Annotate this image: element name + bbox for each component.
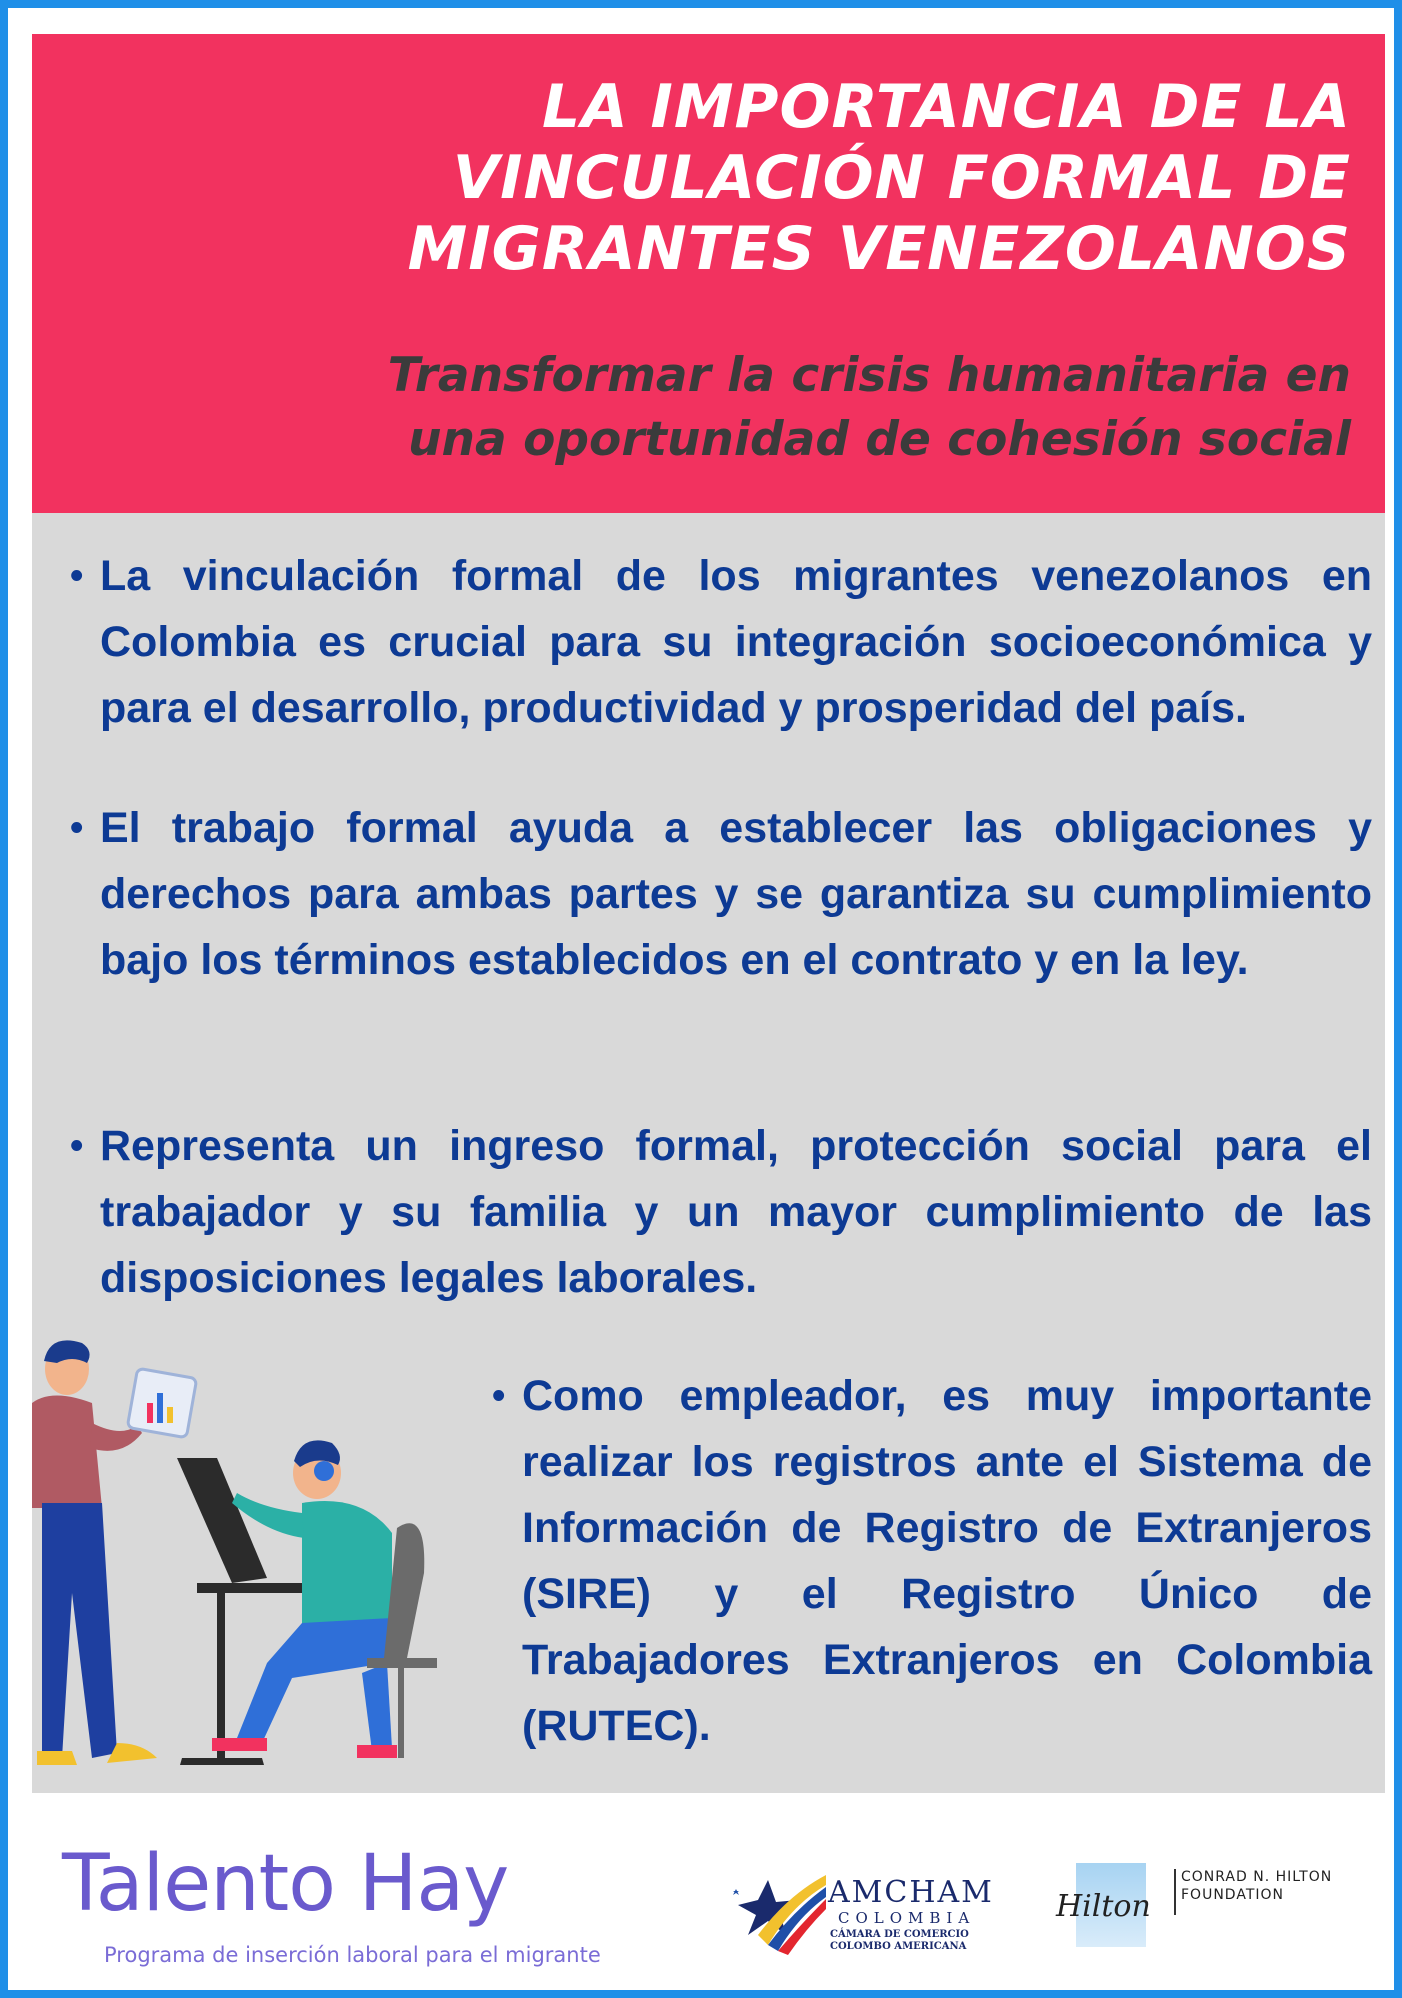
- hilton-script: Hilton: [1056, 1889, 1151, 1924]
- bullet-item-4: [492, 1363, 1372, 1759]
- subtitle-line-2: una oportunidad de cohesión social: [408, 412, 1351, 467]
- footer-logos: [8, 1793, 1402, 1998]
- hilton-line-2: FOUNDATION: [1181, 1887, 1284, 1903]
- hilton-foundation-logo: [1056, 1863, 1356, 1963]
- bullet-dot: •: [70, 555, 84, 597]
- title-line-1: LA IMPORTANCIA DE LA: [541, 72, 1351, 142]
- bullet-item-2: [70, 795, 1372, 993]
- talento-hay-logo: Talento Hay: [62, 1839, 509, 1929]
- talento-hay-tagline: Programa de inserción laboral para el migrante: [104, 1943, 601, 1967]
- amcham-name: AMCHAM: [828, 1875, 994, 1910]
- amcham-line-1: CÁMARA DE COMERCIO: [830, 1929, 969, 1940]
- bullet-dot: •: [70, 1125, 84, 1167]
- bullet-item-3: [70, 1113, 1372, 1311]
- amcham-country: COLOMBIA: [838, 1909, 976, 1927]
- amcham-line-2: COLOMBO AMERICANA: [830, 1941, 967, 1952]
- bullet-text-1: La vinculación formal de los migrantes venezolanos en Colombia es crucial para su integración socioeconómica y para el desarrollo, productividad y prosperidad del país.: [100, 552, 1372, 732]
- amcham-logo: [728, 1865, 994, 1955]
- poster-subtitle: [71, 344, 1351, 472]
- bullet-dot: •: [70, 807, 84, 849]
- office-workers-illustration: [32, 1333, 512, 1788]
- bullet-text-3: Representa un ingreso formal, protección social para el trabajador y su familia y un mayor cumplimiento de las disposiciones legales laborales.: [100, 1122, 1372, 1302]
- bullet-text-4: Como empleador, es muy importante realizar los registros ante el Sistema de Información de Registro de Extranjeros (SIRE) y el Registro Único de Trabajadores Extranjeros en Colombia (RUTEC).: [522, 1372, 1372, 1750]
- title-line-3: MIGRANTES VENEZOLANOS: [407, 214, 1351, 284]
- poster-header: [32, 34, 1385, 513]
- poster-title: [71, 72, 1351, 285]
- star-flag-logo-icon: [728, 1865, 828, 1955]
- hilton-divider: [1174, 1869, 1176, 1915]
- bullet-item-1: [70, 543, 1372, 741]
- hilton-line-1: CONRAD N. HILTON: [1181, 1869, 1333, 1885]
- bullet-text-2: El trabajo formal ayuda a establecer las obligaciones y derechos para ambas partes y se garantiza su cumplimiento bajo los términos establecidos en el contrato y en la ley.: [100, 804, 1372, 984]
- title-line-2: VINCULACIÓN FORMAL DE: [452, 143, 1351, 213]
- bullet-dot: •: [492, 1375, 506, 1417]
- subtitle-line-1: Transformar la crisis humanitaria en: [387, 348, 1351, 403]
